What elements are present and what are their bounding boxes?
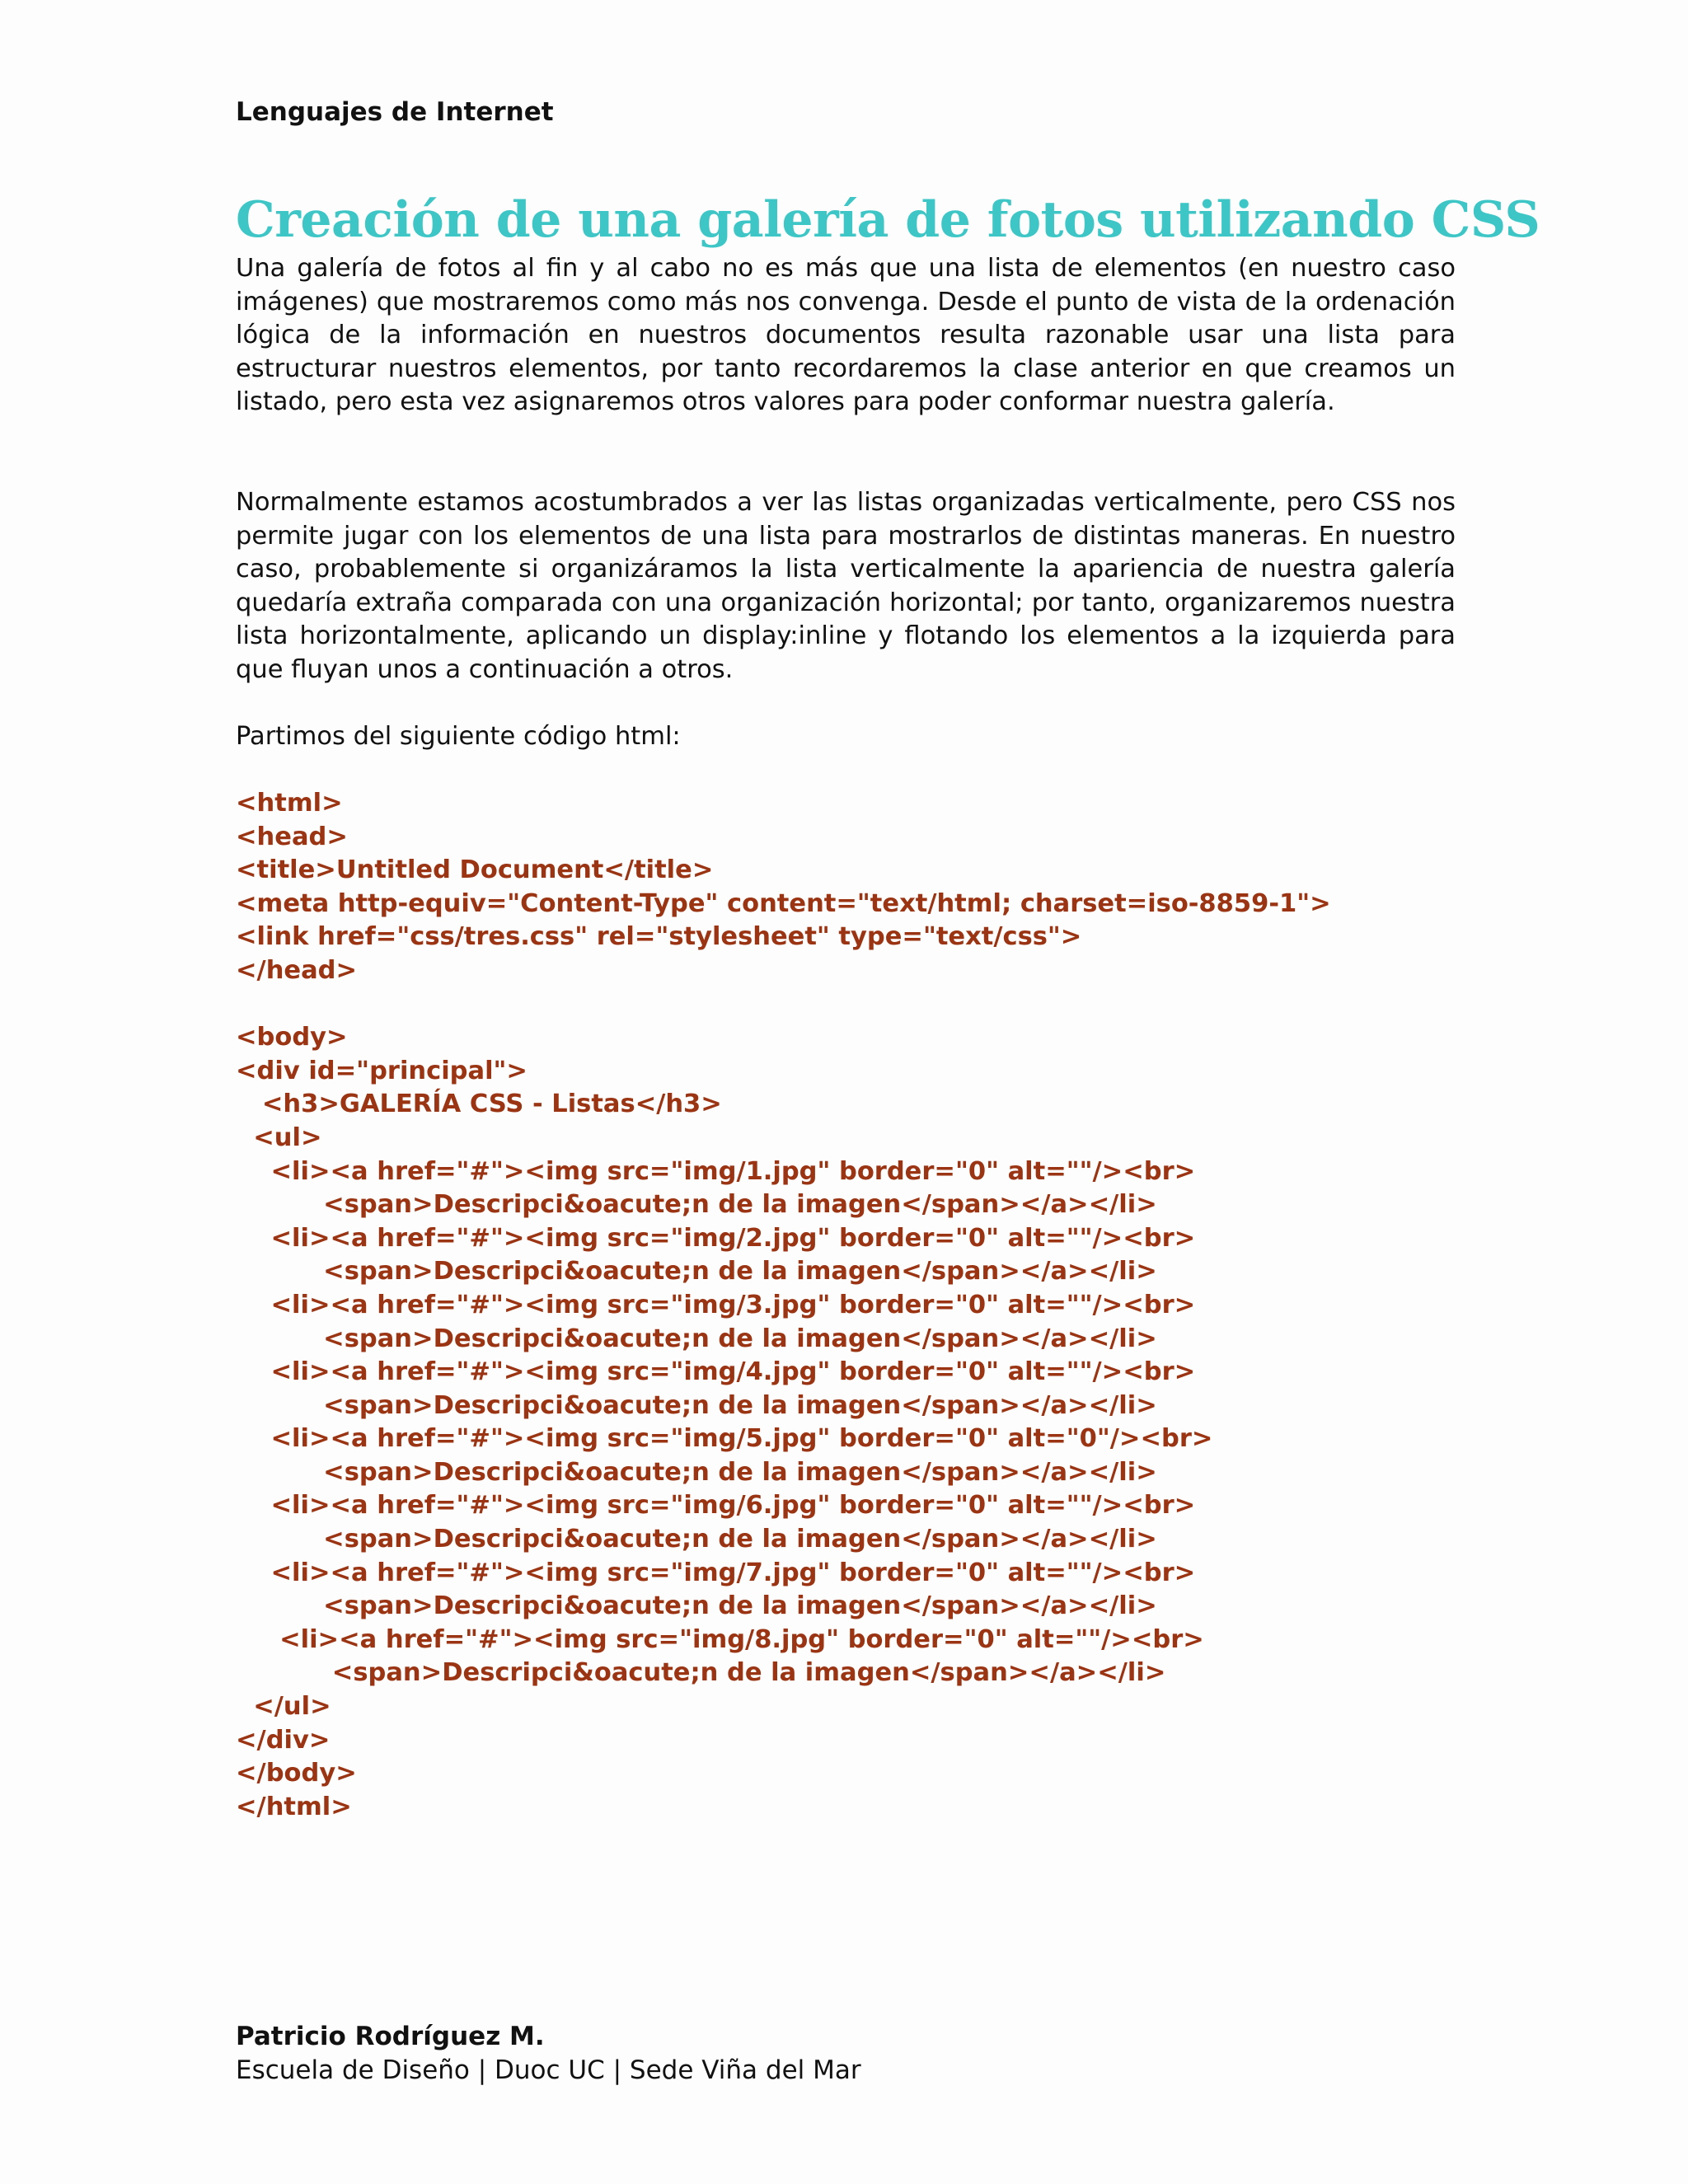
code-line: </div> bbox=[236, 1725, 331, 1755]
code-line: <span>Descripci&oacute;n de la imagen</span></a></li> bbox=[236, 1257, 1157, 1286]
code-line: <link href="css/tres.css" rel="stylesheet" type="text/css"> bbox=[236, 922, 1082, 952]
code-line: <span>Descripci&oacute;n de la imagen</span></a></li> bbox=[236, 1525, 1157, 1554]
code-intro-paragraph: Partimos del siguiente código html: bbox=[236, 722, 681, 751]
code-line: <li><a href="#"><img src="img/5.jpg" border="0" alt="0"/><br> bbox=[236, 1424, 1213, 1454]
code-line: <span>Descripci&oacute;n de la imagen</span></a></li> bbox=[236, 1190, 1157, 1220]
code-line: <li><a href="#"><img src="img/1.jpg" border="0" alt=""/><br> bbox=[236, 1156, 1196, 1186]
code-line: <span>Descripci&oacute;n de la imagen</span></a></li> bbox=[236, 1324, 1157, 1353]
code-line: <h3>GALERÍA CSS - Listas</h3> bbox=[236, 1090, 722, 1119]
document-page bbox=[236, 0, 1540, 2184]
course-header: Lenguajes de Internet bbox=[236, 97, 554, 127]
layout-paragraph: Normalmente estamos acostumbrados a ver las listas organizadas verticalmente, pero CSS nos permite jugar con los elementos de una lista para mostrarlos de distintas maneras. En nuestro caso, probablemente si organizáramos la lista verticalmente la apariencia de nuestra galería quedaría extraña comparada con una organización horizontal; por tanto, organizaremos nuestra lista horizontalmente, aplicando un display:inline y flotando los elementos a la izquierda para que fluyan unos a continuación a otros. bbox=[236, 488, 1456, 684]
code-line: </body> bbox=[236, 1759, 357, 1788]
author-name: Patricio Rodríguez M. bbox=[236, 2022, 545, 2051]
code-line: <head> bbox=[236, 822, 348, 851]
code-line: <li><a href="#"><img src="img/4.jpg" border="0" alt=""/><br> bbox=[236, 1357, 1196, 1387]
code-line: <li><a href="#"><img src="img/7.jpg" border="0" alt=""/><br> bbox=[236, 1558, 1196, 1587]
code-line bbox=[236, 988, 1331, 1022]
code-line: <span>Descripci&oacute;n de la imagen</span></a></li> bbox=[236, 1390, 1157, 1420]
code-line: </ul> bbox=[236, 1692, 331, 1722]
code-line: <ul> bbox=[236, 1122, 322, 1152]
code-line: <title>Untitled Document</title> bbox=[236, 855, 714, 885]
code-line: <html> bbox=[236, 789, 343, 818]
code-line: </head> bbox=[236, 955, 358, 985]
code-line: <li><a href="#"><img src="img/8.jpg" border="0" alt=""/><br> bbox=[236, 1624, 1204, 1654]
code-line: <span>Descripci&oacute;n de la imagen</span></a></li> bbox=[236, 1658, 1166, 1688]
intro-paragraph: Una galería de fotos al fin y al cabo no es más que una lista de elementos (en nuestro caso imágenes) que mostraremos como más nos convenga. Desde el punto de vista de la ordenación lógica de la información en nuestros documentos resulta razonable usar una lista para estructurar nuestros elementos, por tanto recordaremos la clase anterior en que creamos un listado, pero esta vez asignaremos otros valores para poder conformar nuestra galería. bbox=[236, 254, 1456, 417]
code-line: </html> bbox=[236, 1792, 352, 1821]
school-line: Escuela de Diseño | Duoc UC | Sede Viña del Mar bbox=[236, 2055, 861, 2085]
code-line: <li><a href="#"><img src="img/3.jpg" border="0" alt=""/><br> bbox=[236, 1290, 1196, 1319]
code-line: <body> bbox=[236, 1023, 348, 1052]
code-line: <li><a href="#"><img src="img/2.jpg" border="0" alt=""/><br> bbox=[236, 1223, 1196, 1253]
code-listing bbox=[236, 787, 1331, 1824]
page-title: Creación de una galería de fotos utilizando CSS bbox=[236, 191, 1540, 249]
code-line: <span>Descripci&oacute;n de la imagen</span></a></li> bbox=[236, 1591, 1157, 1621]
code-line: <div id="principal"> bbox=[236, 1056, 528, 1085]
code-line: <meta http-equiv="Content-Type" content="text/html; charset=iso-8859-1"> bbox=[236, 888, 1331, 918]
code-line: <span>Descripci&oacute;n de la imagen</span></a></li> bbox=[236, 1457, 1157, 1487]
code-line: <li><a href="#"><img src="img/6.jpg" border="0" alt=""/><br> bbox=[236, 1491, 1196, 1521]
